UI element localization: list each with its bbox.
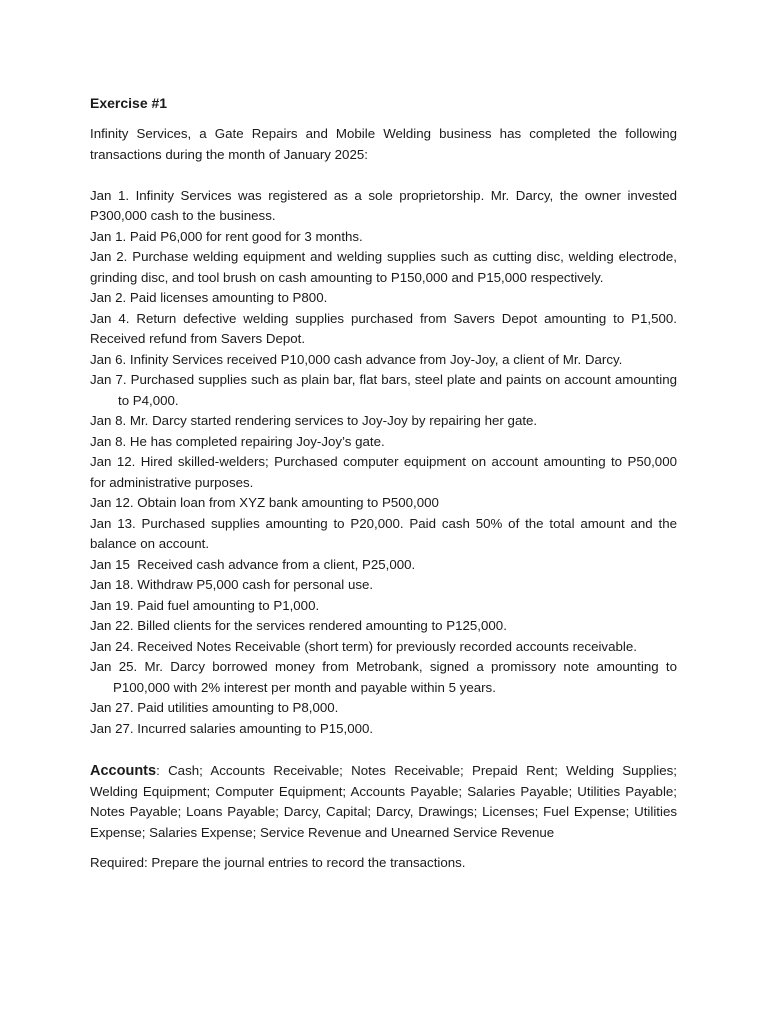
transaction-item: Jan 15 Received cash advance from a client, P25,000. xyxy=(90,556,416,572)
document-content xyxy=(90,92,677,874)
transaction-item: Jan 1. Infinity Services was registered as a sole proprietorship. Mr. Darcy, the owner invested P300,000 cash to the business. xyxy=(90,187,677,223)
transaction-item: Jan 12. Obtain loan from XYZ bank amounting to P500,000 xyxy=(90,495,439,510)
exercise-title: Exercise #1 xyxy=(90,95,168,111)
transaction-item: Jan 2. Paid licenses amounting to P800. xyxy=(90,290,328,305)
transaction-item: Jan 19. Paid fuel amounting to P1,000. xyxy=(90,597,320,613)
transaction-item: Jan 2. Purchase welding equipment and welding supplies such as cutting disc, welding electrode, grinding disc, and tool brush on cash amounting to P150,000 and P15,000 respectively. xyxy=(90,249,677,285)
transaction-item: Jan 27. Paid utilities amounting to P8,000. xyxy=(90,700,339,715)
transaction-item: Jan 13. Purchased supplies amounting to P20,000. Paid cash 50% of the total amount and the balance on account. xyxy=(90,515,677,551)
accounts-label: Accounts xyxy=(90,763,157,779)
intro-paragraph: Infinity Services, a Gate Repairs and Mobile Welding business has completed the following transactions during the month of January 2025: xyxy=(90,126,677,162)
transaction-item: Jan 12. Hired skilled-welders; Purchased computer equipment on account amounting to P50,000 for administrative purposes. xyxy=(90,454,677,490)
transaction-item: Jan 8. Mr. Darcy started rendering services to Joy-Joy by repairing her gate. xyxy=(90,413,538,428)
required-instruction: Required: Prepare the journal entries to record the transactions. xyxy=(90,855,466,870)
transaction-item: Jan 1. Paid P6,000 for rent good for 3 months. xyxy=(90,228,363,244)
transaction-item: Jan 27. Incurred salaries amounting to P15,000. xyxy=(90,720,374,736)
transaction-item: Jan 22. Billed clients for the services rendered amounting to P125,000. xyxy=(90,618,507,633)
accounts-list: : Cash; Accounts Receivable; Notes Receivable; Prepaid Rent; Welding Supplies; Welding Equipment; Computer Equipment; Accounts Payable; Salaries Payable; Utilities Payable; Notes Payable; Loans Payable; Darcy, Capital; Darcy, Drawings; Licenses; Fuel Expense; Utilities Expense; Salaries Expense; Service Revenue and Unearned Service Revenue xyxy=(90,763,677,840)
transaction-item: Jan 4. Return defective welding supplies purchased from Savers Depot amounting to P1,500. Received refund from Savers Depot. xyxy=(90,310,677,346)
transaction-item: Jan 24. Received Notes Receivable (short term) for previously recorded accounts receivable. xyxy=(90,638,637,654)
transaction-item: Jan 25. Mr. Darcy borrowed money from Metrobank, signed a promissory note amounting to P100,000 with 2% interest per month and payable within 5 years. xyxy=(90,659,677,695)
transaction-item: Jan 18. Withdraw P5,000 cash for personal use. xyxy=(90,577,374,592)
transaction-item: Jan 6. Infinity Services received P10,000 cash advance from Joy-Joy, a client of Mr. Darcy. xyxy=(90,351,623,367)
transaction-item: Jan 7. Purchased supplies such as plain bar, flat bars, steel plate and paints on account amounting to P4,000. xyxy=(90,372,677,408)
transaction-list xyxy=(90,186,677,740)
transaction-item: Jan 8. He has completed repairing Joy-Joy’s gate. xyxy=(90,433,385,449)
accounts-paragraph xyxy=(90,761,677,843)
